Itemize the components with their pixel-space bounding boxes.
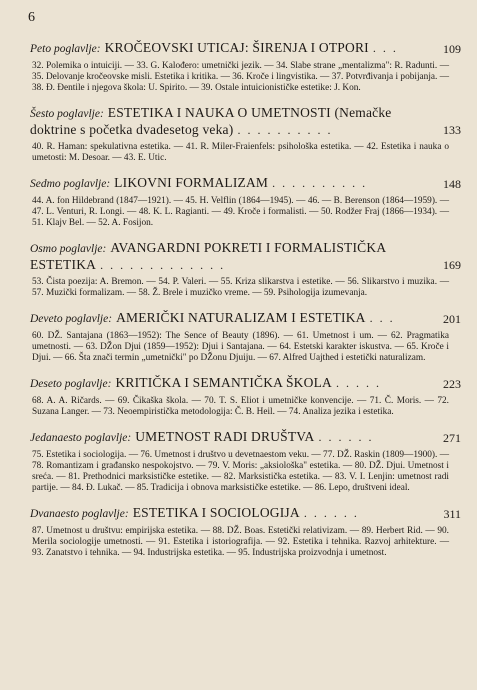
leader-dots: . . .	[369, 311, 395, 325]
chapter-heading	[30, 40, 461, 57]
chapter-page-number: 311	[443, 507, 461, 521]
table-of-contents	[30, 40, 461, 570]
chapter-page-number: 201	[443, 312, 461, 326]
leader-dots: . . . . . . . . . . . . .	[100, 258, 226, 272]
chapter-entry	[30, 105, 461, 164]
chapter-page-number: 109	[443, 42, 461, 56]
chapter-label: Šesto poglavlje:	[30, 108, 104, 120]
chapter-label: Jedanaesto poglavlje:	[30, 432, 132, 444]
chapter-heading	[30, 429, 461, 446]
leader-dots: . . . . .	[335, 376, 381, 390]
chapter-label: Deseto poglavlje:	[30, 378, 112, 390]
chapter-sections: 40. R. Haman: spekulativna estetika. — 41. R. Miler-Fraienfels: psihološka estetika. — 42. Estetika i nauka o umetosti: M. Desoar. — 43. E. Utic.	[32, 142, 449, 163]
chapter-sections: 87. Umetnost u društvu: empirijska estetika. — 88. DŽ. Boas. Estetički relativizam. — 89. Herbert Rid. — 90. Merila sociologije umetnosti. — 91. Estetika i istoriografija. — 92. Estetika i tehnika. Razvoj arhitekture. — 93. Zanatstvo i tehnika. — 94. Industrijska estetika. — 95. Industrijska proizvodnja i umetnost.	[32, 526, 449, 558]
chapter-sections: 32. Polemika o intuiciji. — 33. G. Kalođero: umetnički jezik. — 34. Slabe strane „mentalizma": R. Radunti. — 35. Delovanje kročeovske misli. Estetika i kritika. — 36. Kroče i lingvistika. — 37. Potvrđivanja i pobijanja. — 38. Đ. Đentile i njegova škola: U. Spirito. — 39. Ostale intuicionističke estetike: J. Kon.	[32, 61, 449, 93]
leader-dots: . . . . . . . . . .	[272, 176, 368, 190]
chapter-title: LIKOVNI FORMALIZAM	[114, 175, 269, 190]
chapter-title: AVANGARDNI POKRETI I FORMALISTIČKA ESTETIKA	[30, 240, 386, 272]
chapter-sections: 68. A. A. Ričards. — 69. Čikaška škola. — 70. T. S. Eliot i umetničke konvencije. — 71. Č. Moris. — 72. Suzana Langer. — 73. Neoempiristička metodologija: Č. B. Heil. — 74. Analiza jezika i estetika.	[32, 396, 449, 417]
chapter-sections: 60. DŽ. Santajana (1863—1952): The Sence of Beauty (1896). — 61. Umetnost i um. — 62. Pragmatika umetnosti. — 63. DŽon Djui (1859—1952): Djui i Santajana. — 64. Estetski karakter iskustva. — 65. Kroče i Djui. — 66. Šta znači termin „umetnički" po DŽonu Djuiju. — 67. Alfred Uajthed i estetički naturalizam.	[32, 331, 449, 363]
leader-dots: . . . . . .	[318, 430, 374, 444]
chapter-title: AMERIČKI NATURALIZAM I ESTETIKA	[116, 310, 366, 325]
chapter-page-number: 169	[443, 258, 461, 272]
chapter-label: Dvanaesto poglavlje:	[30, 508, 129, 520]
chapter-label: Peto poglavlje:	[30, 43, 101, 55]
chapter-title: KROČEOVSKI UTICAJ: ŠIRENJA I OTPORI	[104, 40, 369, 55]
chapter-title: UMETNOST RADI DRUŠTVA	[135, 429, 315, 444]
chapter-heading	[30, 175, 461, 192]
chapter-title: ESTETIKA I SOCIOLOGIJA	[132, 505, 300, 520]
chapter-entry	[30, 429, 461, 494]
chapter-label: Osmo poglavlje:	[30, 243, 107, 255]
chapter-page-number: 133	[443, 123, 461, 137]
chapter-page-number: 271	[443, 431, 461, 445]
chapter-entry	[30, 240, 461, 299]
leader-dots: . . . . . .	[303, 506, 359, 520]
chapter-heading	[30, 505, 461, 522]
chapter-sections: 53. Čista poezija: A. Bremon. — 54. P. Valeri. — 55. Kriza slikarstva i estetike. — 56. Slikarstvo i muzika. — 57. Muzički formalizam. — 58. Ž. Brele i muzičko vreme. — 59. Psihologija izumevanja.	[32, 277, 449, 298]
chapter-label: Sedmo poglavlje:	[30, 178, 111, 190]
chapter-label: Deveto poglavlje:	[30, 313, 113, 325]
chapter-title: KRITIČKA I SEMANTIČKA ŠKOLA	[115, 375, 332, 390]
chapter-heading	[30, 105, 461, 138]
leader-dots: . . . . . . . . . .	[237, 123, 333, 137]
chapter-heading	[30, 375, 461, 392]
chapter-entry	[30, 310, 461, 364]
chapter-heading	[30, 310, 461, 327]
chapter-sections: 75. Estetika i sociologija. — 76. Umetnost i društvo u devetnaestom veku. — 77. DŽ. Raskin (1809—1900). — 78. Romantizam i građansko nespokojstvo. — 79. V. Moris: „aksiološka" estetika. — 80. DŽ. Djui. Umetnost i sreća. — 81. Prethodnici marksističke estetike. — 82. Marksistička estetika. — 83. V. I. Lenjin: umetnost radi partije. — 84. Đ. Lukač. — 85. Tradicija i obnova marksističke estetike. — 86. Lepo, društveni ideal.	[32, 450, 449, 493]
chapter-entry	[30, 505, 461, 559]
chapter-entry	[30, 175, 461, 229]
chapter-heading	[30, 240, 461, 273]
chapter-entry	[30, 375, 461, 418]
chapter-page-number: 223	[443, 377, 461, 391]
chapter-entry	[30, 40, 461, 94]
leader-dots: . . .	[372, 41, 398, 55]
chapter-title: ESTETIKA I NAUKA O UMETNOSTI (Nemačke doktrine s početka dvadesetog veka)	[30, 105, 392, 137]
page-number: 6	[28, 10, 35, 25]
chapter-page-number: 148	[443, 177, 461, 191]
chapter-sections: 44. A. fon Hildebrand (1847—1921). — 45. H. Velflin (1864—1945). — 46. — B. Berenson (1864—1959). — 47. L. Venturi, R. Longi. — 48. K. L. Ragianti. — 49. Kroče i formalisti. — 50. Rodžer Fraj (1866—1934). — 51. Klajv Bel. — 52. A. Fosijon.	[32, 196, 449, 228]
